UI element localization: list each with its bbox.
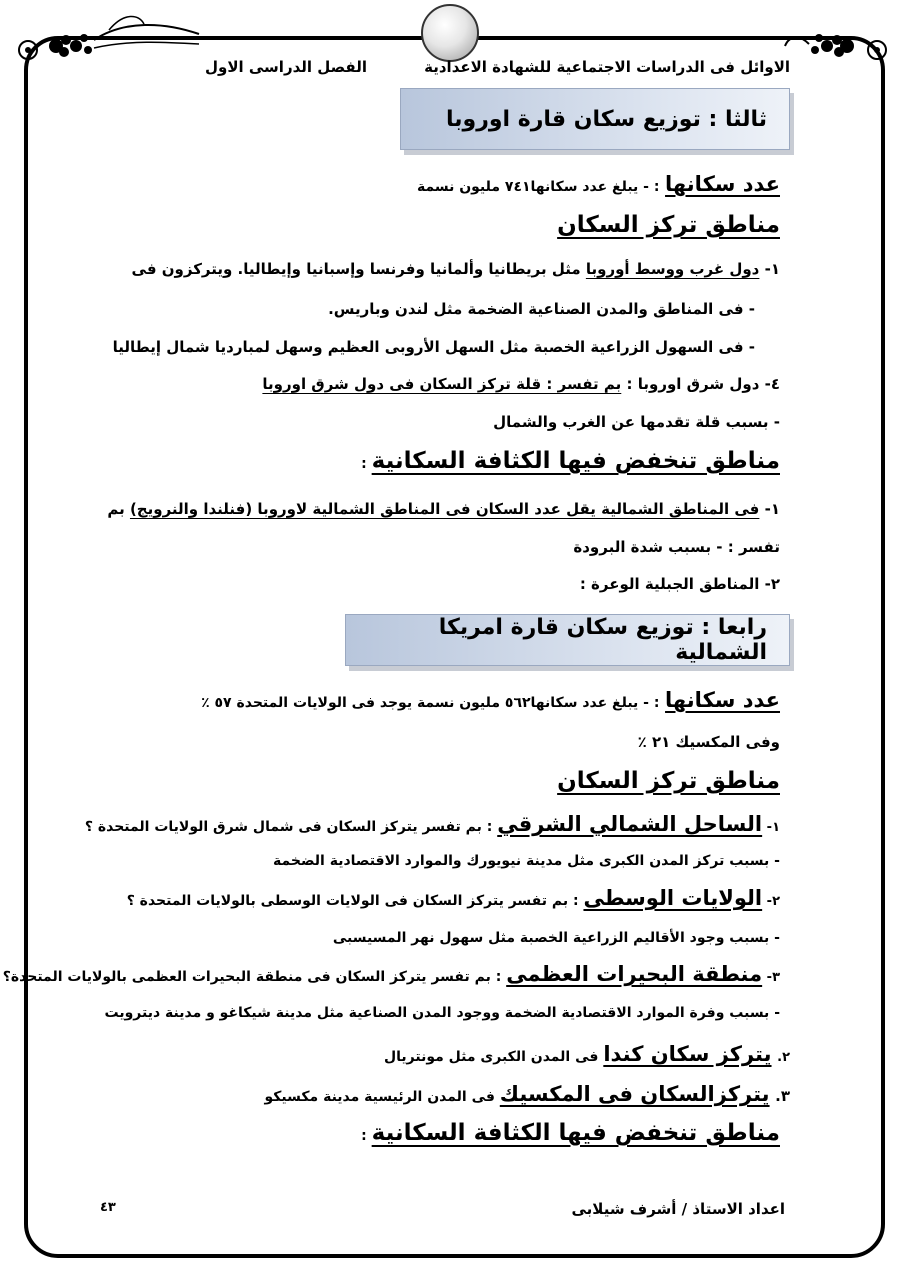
right-flourish-ornament [781,10,891,70]
section-title-north-america: رابعا : توزيع سكان قارة امريكا الشمالية [345,614,790,666]
europe-population-line [417,172,780,196]
europe-item-4-answer: - بسبب قلة تقدمها عن الغرب والشمال [493,413,780,431]
population-label: عدد سكانها [665,688,780,712]
population-text: : - يبلغ عدد سكانها٧٤١ مليون نسمة [416,179,660,195]
europe-concentration-heading: مناطق تركز السكان [557,212,780,238]
item-4-question: بم تفسر : قلة تركز السكان فى دول شرق اوروبا [262,375,622,393]
page-number: ٤٣ [100,1200,116,1215]
europe-low-density-heading: مناطق تنخفض فيها الكثافة السكانية : [361,448,780,474]
na-item-1-answer: - بسبب تركز المدن الكبرى مثل مدينة نيويورك والموارد الاقتصادية الضخمة [273,853,780,869]
europe-item-4: ٤- دول شرق اوروبا : بم تفسر : قلة تركز السكان فى دول شرق اوروبا [262,375,780,393]
na-canada-line: ٢. يتركز سكان كندا فى المدن الكبرى مثل مونتريال [384,1042,790,1066]
great-lakes-label: منطقة البحيرات العظمى [506,962,763,986]
author-credit: اعداد الاستاذ / أشرف شيلابى [571,1200,785,1218]
low-density-item-1-line-2: تفسر : - بسبب شدة البرودة [573,538,780,556]
na-item-3: ٣- منطقة البحيرات العظمى : بم تفسر يتركز السكان فى منطقة البحيرات العظمى بالولايات المتحدة؟ [2,962,780,986]
na-population-line [201,688,780,712]
na-item-2-answer: - بسبب وجود الأقاليم الزراعية الخصبة مثل سهول نهر المسيسبى [332,930,780,946]
low-density-item-1: ١- فى المناطق الشمالية يقل عدد السكان فى المناطق الشمالية لاوروبا (فنلندا والنرويج) بم [107,500,780,518]
mexico-label: يتركزالسكان فى المكسيك [499,1082,770,1106]
na-concentration-heading: مناطق تركز السكان [557,768,780,794]
left-flourish-ornament [14,10,204,70]
europe-bullet-1: - فى المناطق والمدن الصناعية الضخمة مثل لندن وباريس. [328,300,755,318]
na-population-line-2: وفى المكسيك ٢١ ٪ [637,733,780,751]
canada-label: يتركز سكان كندا [603,1042,772,1066]
term-label: الفصل الدراسى الاول [205,58,367,76]
book-title: الاوائل فى الدراسات الاجتماعية للشهادة الاعدادية [424,58,790,76]
na-item-2: ٢- الولايات الوسطى : بم تفسر يتركز السكان فى الولايات الوسطى بالولايات المتحدة ؟ [126,886,780,910]
top-circle-ornament [421,4,479,62]
europe-bullet-2: - فى السهول الزراعية الخصبة مثل السهل الأروبى العظيم وسهل لمبارديا شمال إيطاليا [112,338,755,356]
northeast-coast-label: الساحل الشمالي الشرقي [497,812,763,836]
na-item-3-answer: - بسبب وفرة الموارد الاقتصادية الضخمة ووجود المدن الصناعية مثل مدينة شيكاغو و مدينة ديترويت [104,1005,780,1021]
na-low-density-heading: مناطق تنخفض فيها الكثافة السكانية : [361,1120,780,1146]
population-label: عدد سكانها [665,172,780,196]
central-states-label: الولايات الوسطى [583,886,763,910]
na-item-1: ١- الساحل الشمالي الشرقي : بم تفسر يتركز السكان فى شمال شرق الولايات المتحدة ؟ [84,812,780,836]
europe-item-1: ١- دول غرب ووسط أوروبا مثل بريطانيا وألمانيا وفرنسا وإسبانيا وإيطاليا. ويتركزون فى [131,260,780,278]
low-density-item-2: ٢- المناطق الجبلية الوعرة : [579,575,780,593]
population-text: : - يبلغ عدد سكانها٥٦٢ مليون نسمة يوجد فى الولايات المتحدة ٥٧ ٪ [201,695,660,711]
na-mexico-line: ٣. يتركزالسكان فى المكسيك فى المدن الرئيسية مدينة مكسيكو [264,1082,790,1106]
section-title-europe: ثالثا : توزيع سكان قارة اوروبا [400,88,790,150]
western-central-europe: دول غرب ووسط أوروبا [585,260,760,278]
